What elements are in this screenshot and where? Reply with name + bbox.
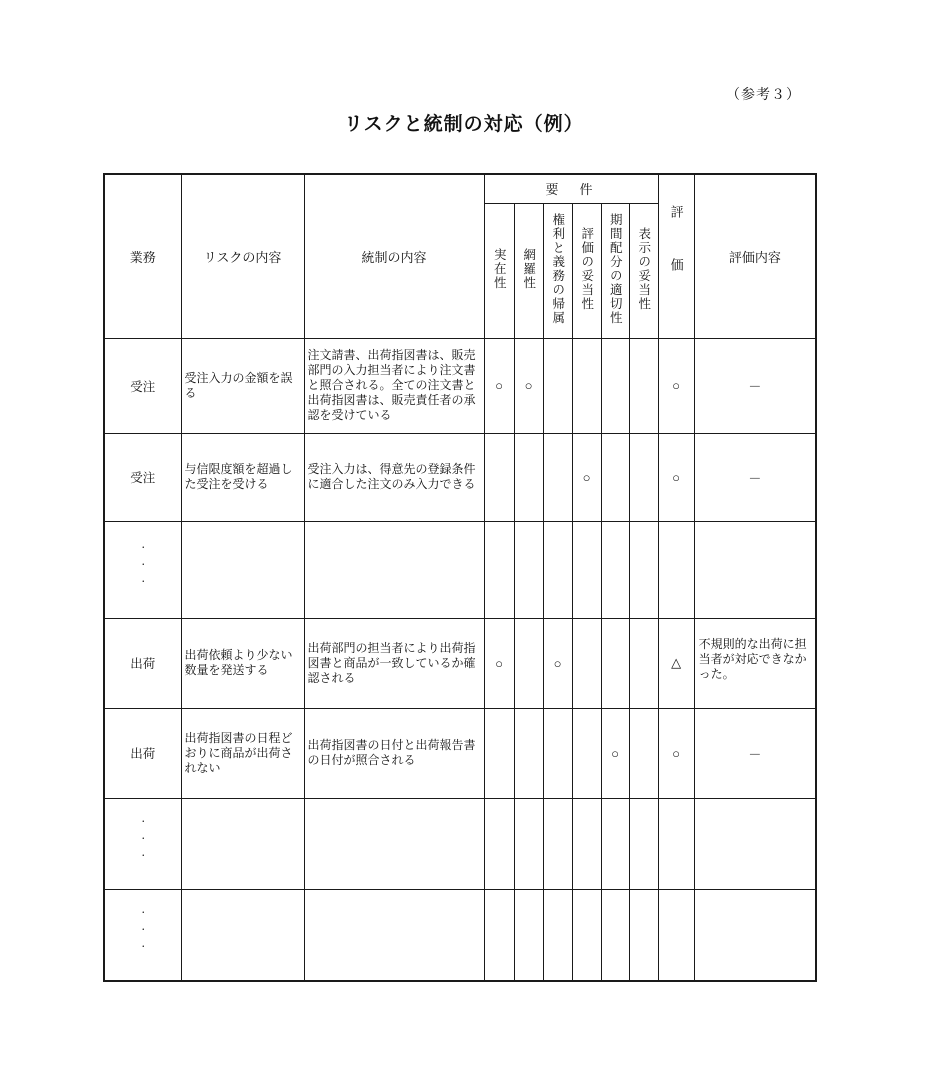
evaluation-detail-cell: － xyxy=(694,338,816,433)
criteria-mark-cell xyxy=(484,433,514,521)
business-cell: 出荷 xyxy=(104,708,181,798)
header-evaluation xyxy=(658,174,694,338)
header-control: 統制の内容 xyxy=(304,174,484,338)
criteria-mark-cell xyxy=(484,708,514,798)
header-criterion-period-allocation: 期間配分の適切性 xyxy=(601,203,629,338)
header-row-top xyxy=(104,174,816,203)
criteria-mark-cell xyxy=(629,338,658,433)
evaluation-cell: ○ xyxy=(658,338,694,433)
criteria-mark-cell xyxy=(601,521,629,618)
page-title: リスクと統制の対応（例） xyxy=(344,114,584,135)
criteria-mark-cell xyxy=(601,889,629,981)
header-business: 業務 xyxy=(104,174,181,338)
control-cell: 注文請書、出荷指図書は、販売部門の入力担当者により注文書と照合される。全ての注文書と出荷指図書は、販売責任者の承認を受けている xyxy=(304,338,484,433)
header-requirements: 要 件 xyxy=(484,174,658,203)
criteria-mark-cell xyxy=(543,708,572,798)
evaluation-detail-cell: 不規則的な出荷に担当者が対応できなかった。 xyxy=(694,618,816,708)
criteria-mark-cell xyxy=(484,798,514,889)
control-cell xyxy=(304,521,484,618)
evaluation-detail-cell xyxy=(694,521,816,618)
risk-cell xyxy=(181,889,304,981)
evaluation-detail-cell xyxy=(694,798,816,889)
risk-cell: 与信限度額を超過した受注を受ける xyxy=(181,433,304,521)
criteria-mark-cell xyxy=(629,889,658,981)
criteria-mark-cell xyxy=(629,521,658,618)
header-criterion-valuation: 評価の妥当性 xyxy=(572,203,601,338)
criteria-mark-cell xyxy=(601,433,629,521)
criteria-mark-cell xyxy=(572,338,601,433)
table-row-ellipsis xyxy=(104,889,816,981)
business-cell: 受注 xyxy=(104,433,181,521)
business-cell: 受注 xyxy=(104,338,181,433)
evaluation-detail-cell xyxy=(694,889,816,981)
criteria-mark-cell xyxy=(572,889,601,981)
criteria-mark-cell: ○ xyxy=(484,338,514,433)
business-cell xyxy=(104,798,181,889)
table-row xyxy=(104,618,816,708)
control-cell xyxy=(304,889,484,981)
evaluation-detail-cell: － xyxy=(694,708,816,798)
table-row xyxy=(104,433,816,521)
header-evaluation-label: 評価 xyxy=(668,204,684,311)
table-row xyxy=(104,708,816,798)
business-cell: 出荷 xyxy=(104,618,181,708)
criteria-mark-cell xyxy=(543,433,572,521)
evaluation-detail-cell: － xyxy=(694,433,816,521)
criteria-mark-cell xyxy=(572,708,601,798)
criteria-mark-cell xyxy=(572,521,601,618)
criteria-mark-cell xyxy=(543,521,572,618)
header-criterion-completeness: 網羅性 xyxy=(514,203,543,338)
evaluation-cell xyxy=(658,798,694,889)
risk-cell: 出荷指図書の日程どおりに商品が出荷されない xyxy=(181,708,304,798)
evaluation-cell: ○ xyxy=(658,433,694,521)
control-cell: 出荷指図書の日付と出荷報告書の日付が照合される xyxy=(304,708,484,798)
risk-control-table xyxy=(103,173,817,982)
criteria-mark-cell xyxy=(543,889,572,981)
criteria-mark-cell xyxy=(514,889,543,981)
header-criterion-rights-obligations: 権利と義務の帰属 xyxy=(543,203,572,338)
header-evaluation-detail: 評価内容 xyxy=(694,174,816,338)
criteria-mark-cell xyxy=(514,433,543,521)
risk-cell xyxy=(181,521,304,618)
header-risk: リスクの内容 xyxy=(181,174,304,338)
criteria-mark-cell xyxy=(629,708,658,798)
criteria-mark-cell: ○ xyxy=(514,338,543,433)
control-cell: 出荷部門の担当者により出荷指図書と商品が一致しているか確認される xyxy=(304,618,484,708)
risk-cell xyxy=(181,798,304,889)
criteria-mark-cell xyxy=(629,798,658,889)
business-cell xyxy=(104,521,181,618)
criteria-mark-cell: ○ xyxy=(484,618,514,708)
criteria-mark-cell xyxy=(629,618,658,708)
table-row xyxy=(104,338,816,433)
criteria-mark-cell xyxy=(629,433,658,521)
control-cell xyxy=(304,798,484,889)
criteria-mark-cell xyxy=(484,521,514,618)
header-criterion-presentation: 表示の妥当性 xyxy=(629,203,658,338)
criteria-mark-cell xyxy=(572,798,601,889)
vertical-ellipsis: ・・・ xyxy=(138,816,148,868)
criteria-mark-cell xyxy=(484,889,514,981)
criteria-mark-cell xyxy=(601,618,629,708)
evaluation-cell: △ xyxy=(658,618,694,708)
criteria-mark-cell: ○ xyxy=(543,618,572,708)
reference-note: （参考３） xyxy=(726,86,801,102)
criteria-mark-cell xyxy=(572,618,601,708)
vertical-ellipsis: ・・・ xyxy=(138,542,148,594)
criteria-mark-cell xyxy=(601,338,629,433)
vertical-ellipsis: ・・・ xyxy=(138,907,148,959)
criteria-mark-cell xyxy=(514,708,543,798)
criteria-mark-cell xyxy=(514,521,543,618)
control-cell: 受注入力は、得意先の登録条件に適合した注文のみ入力できる xyxy=(304,433,484,521)
risk-cell: 受注入力の金額を誤る xyxy=(181,338,304,433)
criteria-mark-cell: ○ xyxy=(572,433,601,521)
criteria-mark-cell xyxy=(601,798,629,889)
evaluation-cell xyxy=(658,889,694,981)
criteria-mark-cell xyxy=(543,338,572,433)
criteria-mark-cell xyxy=(543,798,572,889)
risk-cell: 出荷依頼より少ない数量を発送する xyxy=(181,618,304,708)
table-row-ellipsis xyxy=(104,521,816,618)
header-criterion-existence: 実在性 xyxy=(484,203,514,338)
criteria-mark-cell xyxy=(514,798,543,889)
evaluation-cell xyxy=(658,521,694,618)
criteria-mark-cell: ○ xyxy=(601,708,629,798)
evaluation-cell: ○ xyxy=(658,708,694,798)
criteria-mark-cell xyxy=(514,618,543,708)
business-cell xyxy=(104,889,181,981)
table-row-ellipsis xyxy=(104,798,816,889)
